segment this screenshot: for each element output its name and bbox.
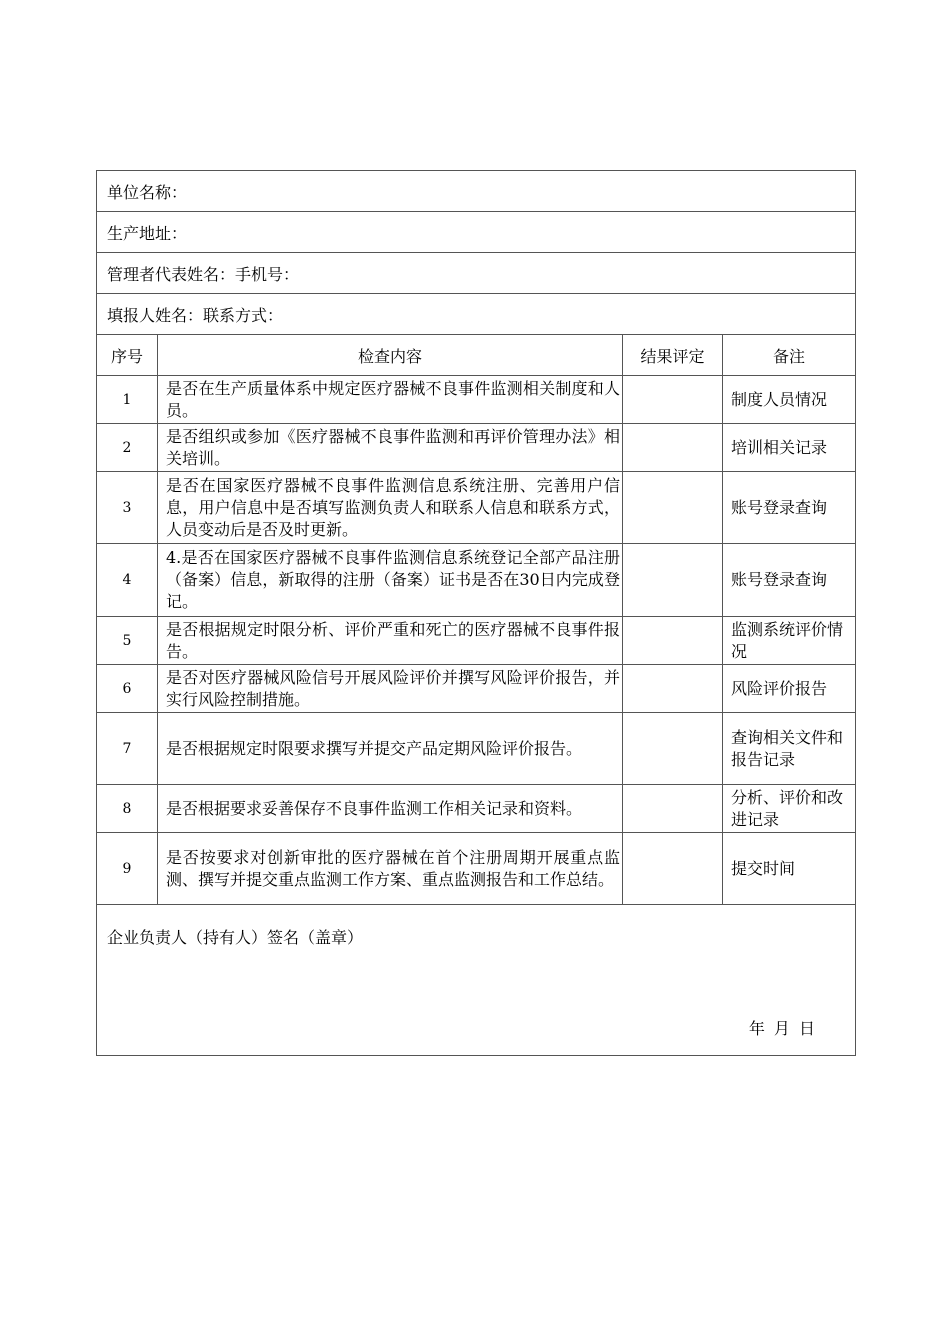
row-result-cell[interactable]: [623, 472, 723, 544]
table-row: [97, 665, 856, 713]
info-row-reporter: [97, 294, 856, 335]
row-result-cell[interactable]: [623, 424, 723, 472]
row-note: 培训相关记录: [723, 424, 856, 472]
row-index: 7: [97, 713, 158, 785]
info-row-manager: [97, 253, 856, 294]
table-row: [97, 544, 856, 617]
signature-cell[interactable]: [97, 905, 856, 1056]
row-check-content: 4.是否在国家医疗器械不良事件监测信息系统登记全部产品注册（备案）信息，新取得的注册（备案）证书是否在30日内完成登记。: [158, 544, 623, 617]
row-index: 8: [97, 785, 158, 833]
row-check-content: 是否根据规定时限要求撰写并提交产品定期风险评价报告。: [158, 713, 623, 785]
row-note: 监测系统评价情况: [723, 617, 856, 665]
signature-row: [97, 905, 856, 1056]
row-check-content: 是否对医疗器械风险信号开展风险评价并撰写风险评价报告，并实行风险控制措施。: [158, 665, 623, 713]
row-check-content: 是否在生产质量体系中规定医疗器械不良事件监测相关制度和人员。: [158, 376, 623, 424]
row-result-cell[interactable]: [623, 665, 723, 713]
row-note: 制度人员情况: [723, 376, 856, 424]
column-header-result: 结果评定: [623, 335, 723, 376]
row-result-cell[interactable]: [623, 544, 723, 617]
table-row: [97, 833, 856, 905]
row-check-content: 是否按要求对创新审批的医疗器械在首个注册周期开展重点监测、撰写并提交重点监测工作方案、重点监测报告和工作总结。: [158, 833, 623, 905]
table-row: [97, 376, 856, 424]
column-header-note: 备注: [723, 335, 856, 376]
row-note: 风险评价报告: [723, 665, 856, 713]
row-index: 4: [97, 544, 158, 617]
row-result-cell[interactable]: [623, 713, 723, 785]
column-header-row: [97, 335, 856, 376]
row-check-content: 是否根据要求妥善保存不良事件监测工作相关记录和资料。: [158, 785, 623, 833]
row-note: 分析、评价和改进记录: [723, 785, 856, 833]
column-header-index: 序号: [97, 335, 158, 376]
row-result-cell[interactable]: [623, 617, 723, 665]
inspection-form-table: [96, 170, 856, 1056]
row-note: 账号登录查询: [723, 544, 856, 617]
row-check-content: 是否根据规定时限分析、评价严重和死亡的医疗器械不良事件报告。: [158, 617, 623, 665]
signature-label: 企业负责人（持有人）签名（盖章）: [107, 928, 364, 947]
row-index: 9: [97, 833, 158, 905]
info-row-address: [97, 212, 856, 253]
row-index: 6: [97, 665, 158, 713]
manager-representative-field[interactable]: 管理者代表姓名：手机号：: [97, 253, 856, 294]
table-row: [97, 617, 856, 665]
table-row: [97, 785, 856, 833]
unit-name-field[interactable]: 单位名称：: [97, 171, 856, 212]
row-result-cell[interactable]: [623, 833, 723, 905]
row-index: 3: [97, 472, 158, 544]
row-note: 查询相关文件和报告记录: [723, 713, 856, 785]
table-row: [97, 713, 856, 785]
row-index: 5: [97, 617, 158, 665]
signature-date: 年 月 日: [748, 1019, 818, 1038]
production-address-field[interactable]: 生产地址：: [97, 212, 856, 253]
row-check-content: 是否在国家医疗器械不良事件监测信息系统注册、完善用户信息，用户信息中是否填写监测负责人和联系人信息和联系方式，人员变动后是否及时更新。: [158, 472, 623, 544]
table-row: [97, 424, 856, 472]
row-check-content: 是否组织或参加《医疗器械不良事件监测和再评价管理办法》相关培训。: [158, 424, 623, 472]
row-note: 提交时间: [723, 833, 856, 905]
row-result-cell[interactable]: [623, 376, 723, 424]
row-result-cell[interactable]: [623, 785, 723, 833]
row-index: 1: [97, 376, 158, 424]
row-index: 2: [97, 424, 158, 472]
info-row-unit-name: [97, 171, 856, 212]
row-note: 账号登录查询: [723, 472, 856, 544]
column-header-content: 检查内容: [158, 335, 623, 376]
table-row: [97, 472, 856, 544]
reporter-field[interactable]: 填报人姓名：联系方式：: [97, 294, 856, 335]
